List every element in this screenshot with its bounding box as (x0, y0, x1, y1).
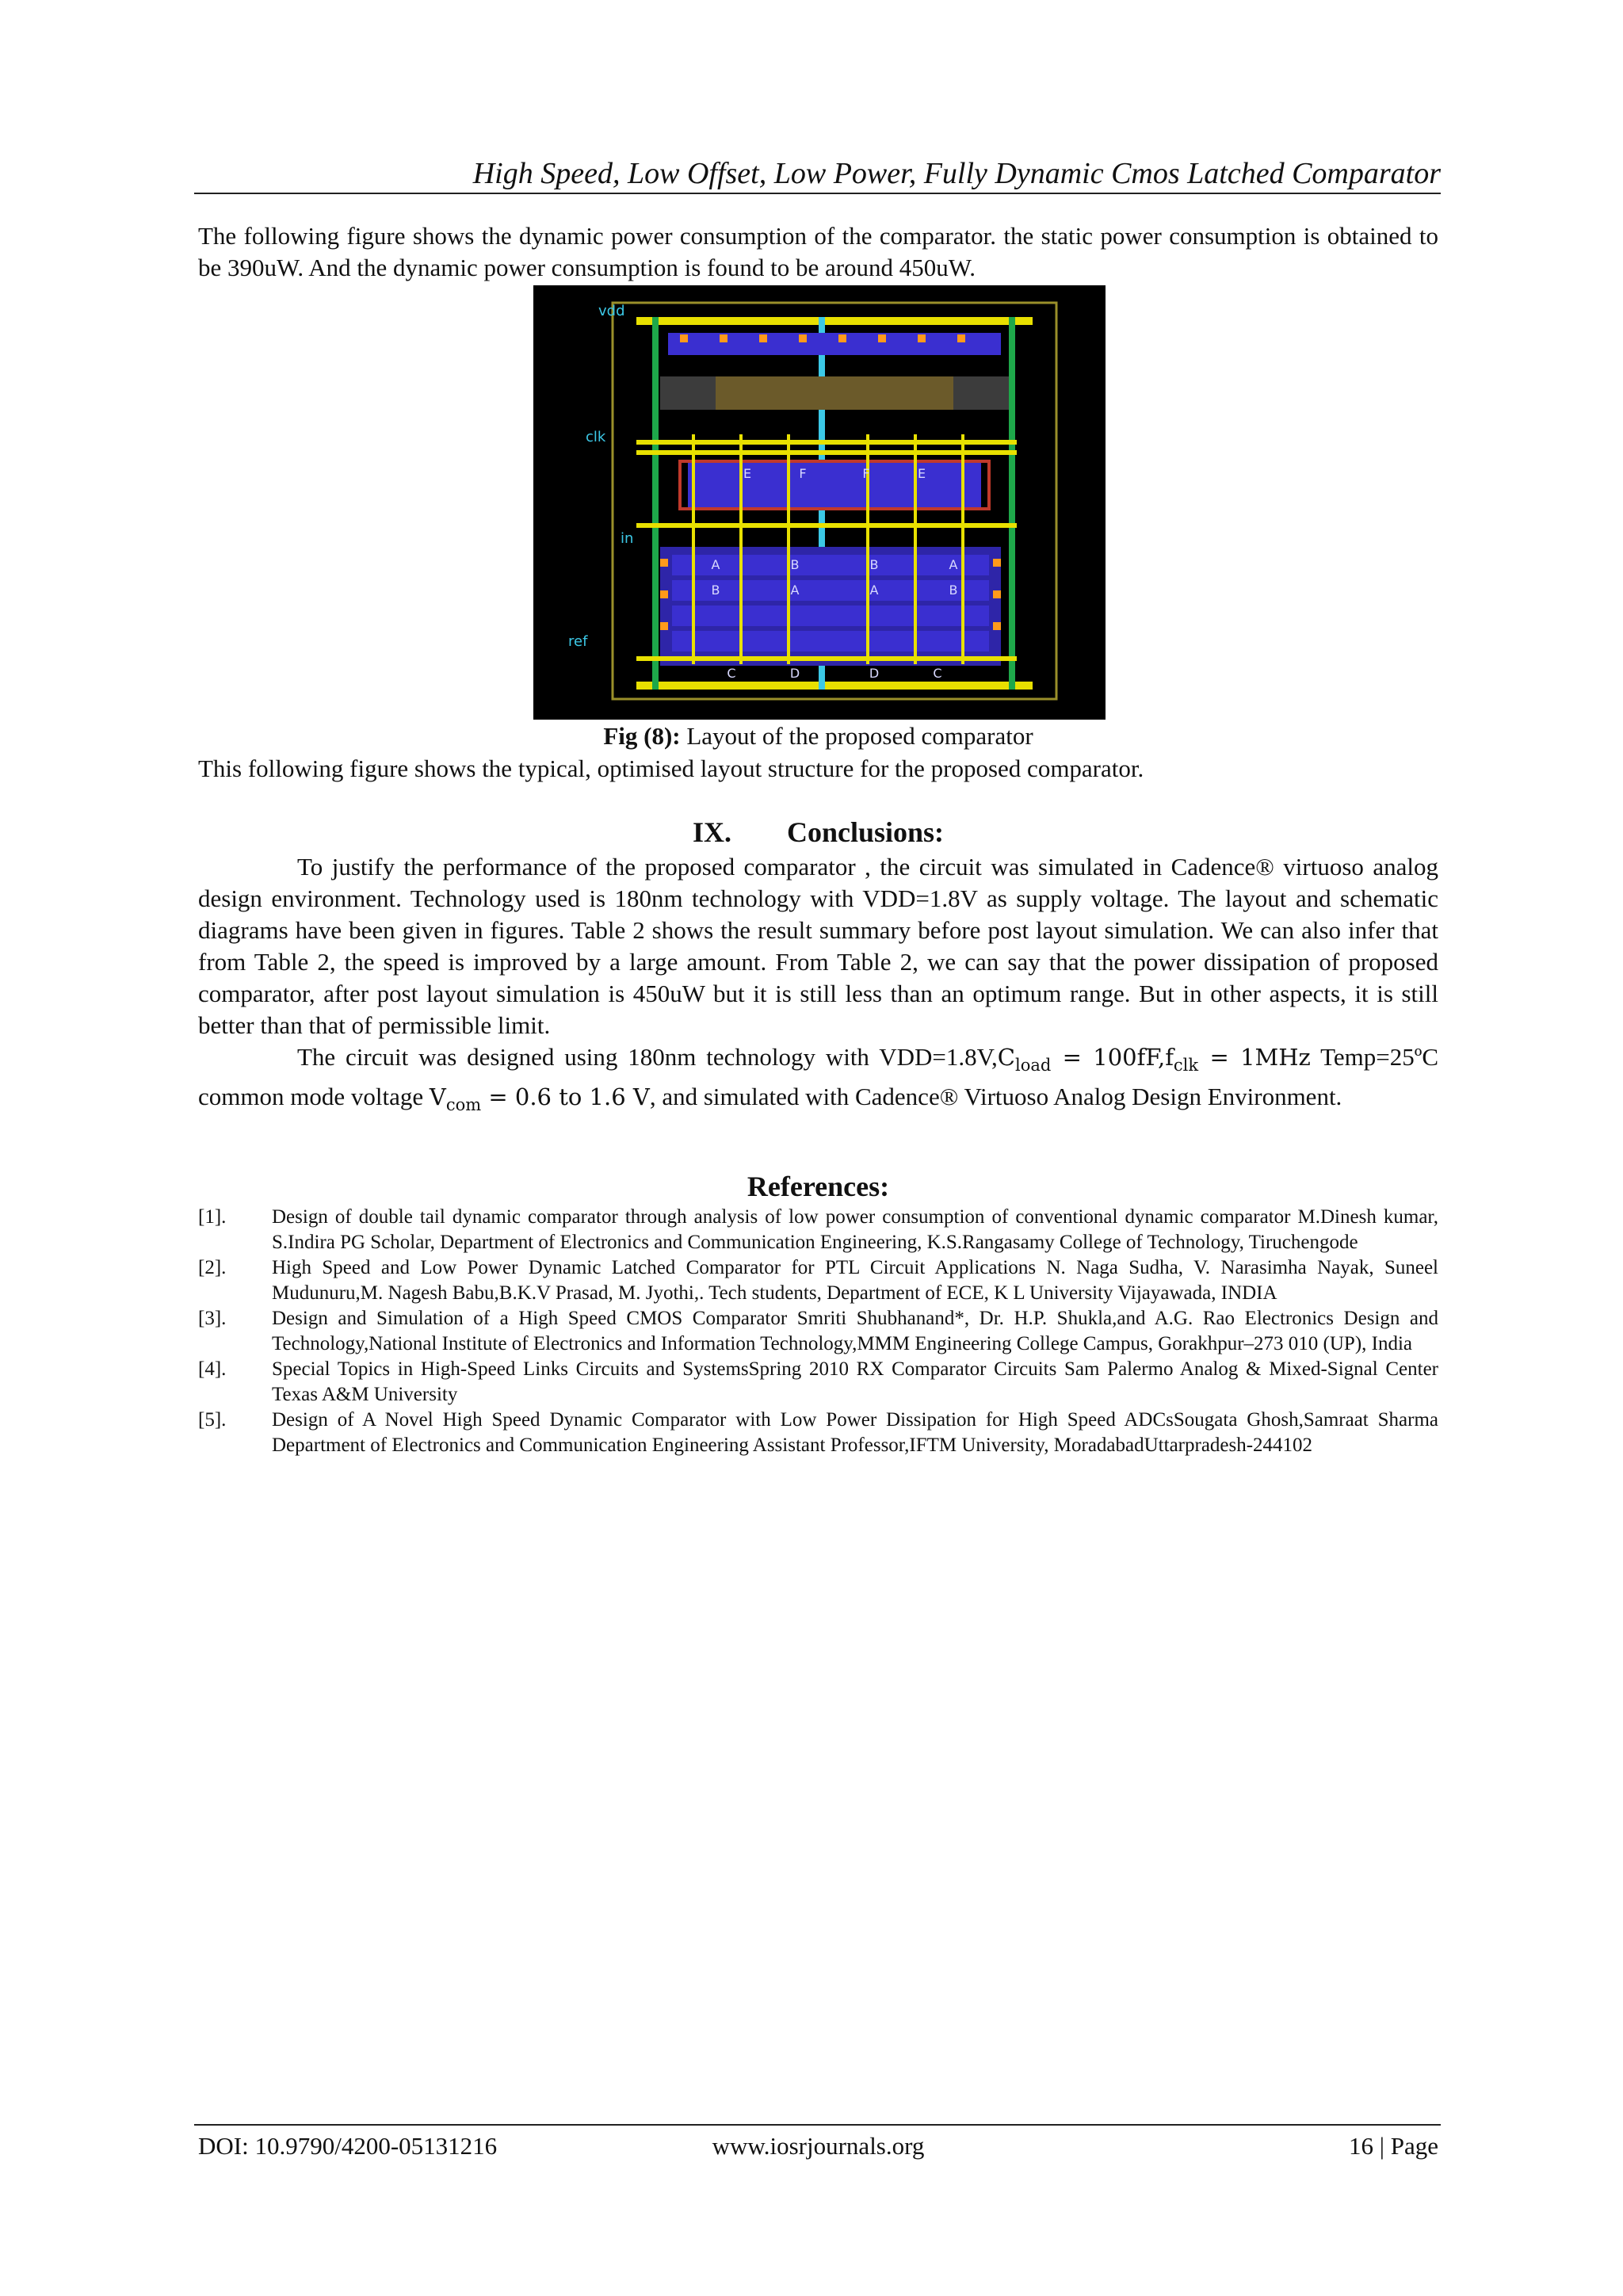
reference-text: High Speed and Low Power Dynamic Latched Comparator for PTL Circuit Applications N. Naga Sudha, V. Narasimha Nayak, Suneel Mudunuru,M. Nagesh Babu,B.K.V Prasad, M. Jyothi,. Tech students, Department of ECE, K L University Vijayawada, INDIA (272, 1257, 1438, 1304)
math-symbol: V (429, 1083, 446, 1110)
figure-caption-text: Layout of the proposed comparator (680, 722, 1033, 750)
cell-letter: D (789, 666, 800, 681)
cell-letter: F (799, 466, 807, 481)
vdd-pin-label: vdd (598, 303, 625, 319)
math-value: = 100fF, (1051, 1044, 1166, 1071)
math-value: = 1MHz (1198, 1044, 1311, 1071)
reference-number: [4]. (198, 1358, 227, 1380)
text-run: Temp=25ºC common mode voltage (198, 1043, 1439, 1110)
cell-letter: C (727, 666, 736, 681)
text-run: The circuit was designed using 180nm technology with VDD=1.8V, (297, 1043, 998, 1071)
reference-item (198, 1306, 1438, 1357)
ref-pin-label: ref (568, 633, 588, 650)
footer-page-number: 16 | Page (1349, 2132, 1438, 2160)
page-footer (198, 2129, 1438, 2164)
reference-item (198, 1357, 1438, 1408)
section-heading (198, 815, 1438, 850)
figure-caption (198, 720, 1438, 753)
reference-text: Design and Simulation of a High Speed CMOS Comparator Smriti Shubhanand*, Dr. H.P. Shukla,and A.G. Rao Electronics Design and Technology,National Institute of Electronics and Information Technology,MMM Engineering College Campus, Gorakhpur–273 010 (UP), India (272, 1308, 1438, 1354)
intro-paragraph: The following figure shows the dynamic power consumption of the comparator. the static power consumption is obtained to be 390uW. And the dynamic power consumption is found to be around 450uW. (198, 222, 1438, 281)
cell-letter: B (790, 557, 800, 572)
math-subscript: load (1014, 1056, 1052, 1075)
text-run: , and simulated with Cadence® Virtuoso Analog Design Environment. (649, 1083, 1342, 1110)
footer-doi: DOI: 10.9790/4200-05131216 (198, 2132, 498, 2160)
conclusions-paragraph-2 (198, 1041, 1438, 1121)
references-heading: References: (747, 1171, 890, 1202)
section-title: Conclusions: (786, 816, 945, 848)
footer-rule (194, 2124, 1441, 2126)
cell-letter: A (869, 583, 879, 598)
layout-diagram (533, 285, 1106, 720)
cell-letter: E (743, 466, 752, 481)
math-subscript: com (445, 1095, 482, 1114)
math-value: = 0.6 to 1.6 V (481, 1083, 650, 1110)
reference-number: [1]. (198, 1206, 227, 1228)
math-subscript: clk (1173, 1056, 1199, 1075)
running-header (194, 155, 1441, 194)
math-symbol: C (997, 1044, 1015, 1071)
cell-letter: B (711, 583, 720, 598)
footer-site: www.iosrjournals.org (712, 2132, 925, 2160)
cell-letter: D (869, 666, 880, 681)
cell-letter: F (862, 466, 870, 481)
layout-figure (533, 285, 1106, 720)
cell-letter: B (949, 583, 958, 598)
reference-item (198, 1205, 1438, 1255)
reference-item (198, 1408, 1438, 1458)
reference-text: Special Topics in High-Speed Links Circuits and SystemsSpring 2010 RX Comparator Circuits Sam Palermo Analog & Mixed-Signal Center Texas A&M University (272, 1358, 1438, 1405)
reference-item (198, 1255, 1438, 1306)
cell-letter: C (933, 666, 942, 681)
clk-pin-label: clk (586, 429, 606, 445)
reference-text: Design of double tail dynamic comparator through analysis of low power consumption of conventional dynamic comparator M.Dinesh kumar, S.Indira PG Scholar, Department of Electronics and Communication Engineering, K.S.Rangasamy College of Technology, Tiruchengode (272, 1206, 1438, 1253)
cell-letter: B (869, 557, 879, 572)
math-vcom (429, 1083, 650, 1114)
cell-letter: A (949, 557, 958, 572)
references-list (198, 1205, 1438, 1458)
figure-caption-label: Fig (8): (603, 722, 681, 750)
reference-number: [2]. (198, 1257, 227, 1278)
math-symbol: f (1165, 1044, 1174, 1071)
after-caption-paragraph: This following figure shows the typical, optimised layout structure for the proposed comparator. (198, 755, 1144, 782)
running-title: High Speed, Low Offset, Low Power, Fully Dynamic Cmos Latched Comparator (472, 157, 1441, 190)
conclusions-paragraph-1: To justify the performance of the proposed comparator , the circuit was simulated in Cadence® virtuoso analog design environment. Technology used is 180nm technology with VDD=1.8V as supply voltage. The layout and schematic diagrams have been given in figures. Table 2 shows the result summary before post layout simulation. We can also infer that from Table 2, the speed is improved by a large amount. From Table 2, we can say that the power dissipation of proposed comparator, after post layout simulation is 450uW but it is still less than an optimum range. But in other aspects, it is still better than that of permissible limit. (198, 853, 1438, 1039)
cell-letter: A (711, 557, 720, 572)
reference-number: [3]. (198, 1308, 227, 1329)
reference-text: Design of A Novel High Speed Dynamic Comparator with Low Power Dissipation for High Speed ADCsSougata Ghosh,Samraat Sharma Department of Electronics and Communication Engineering Assistant Professor,IFTM University, MoradabadUttarpradesh-244102 (272, 1409, 1438, 1456)
section-number: IX. (692, 816, 731, 848)
cell-letter: A (790, 583, 800, 598)
cell-letter: E (917, 466, 926, 481)
reference-number: [5]. (198, 1409, 227, 1431)
in-pin-label: in (621, 530, 634, 547)
conclusions-body (198, 851, 1438, 1121)
math-cload (997, 1044, 1311, 1075)
